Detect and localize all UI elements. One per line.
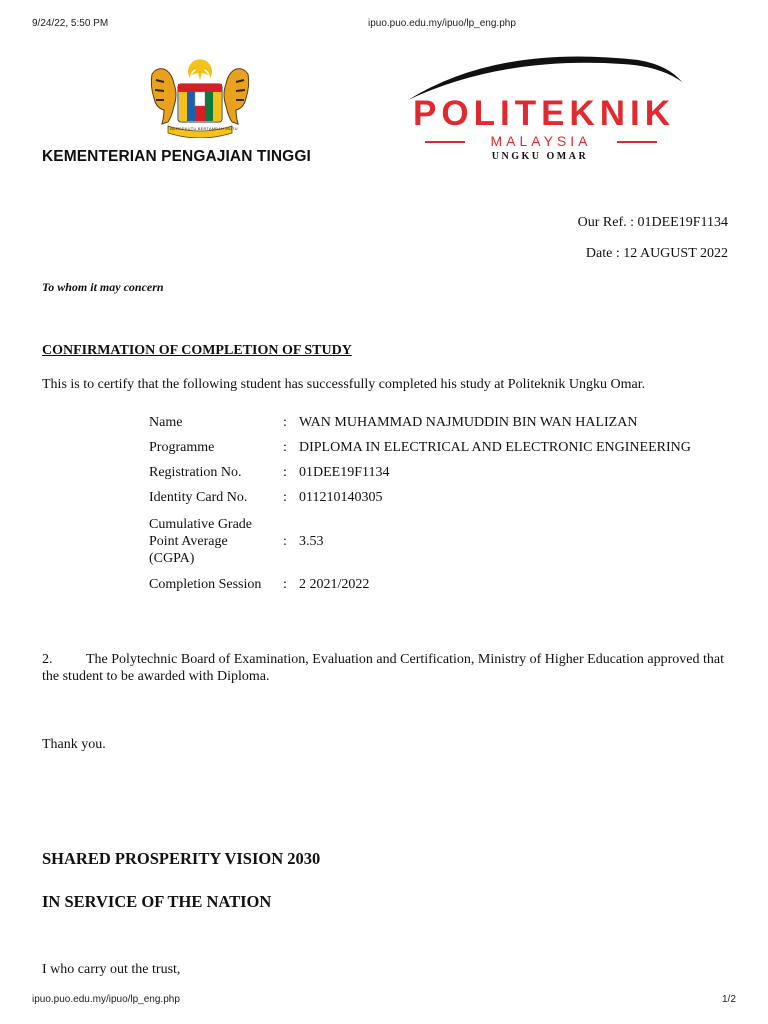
date-label: Date : — [585, 246, 620, 261]
logo-malaysia-row — [425, 133, 657, 149]
print-datetime: 9/24/22, 5:50 PM — [32, 18, 109, 29]
detail-label: Name — [149, 415, 183, 430]
ref-label: Our Ref. : — [577, 215, 635, 230]
detail-label: Identity Card No. — [149, 490, 248, 505]
student-details-table — [143, 410, 697, 597]
approval-paragraph — [42, 651, 732, 685]
ref-value: 01DEE19F1134 — [637, 215, 728, 230]
logo-line-right — [617, 141, 657, 143]
print-footer-url: ipuo.puo.edu.my/ipuo/lp_eng.php — [32, 994, 180, 1005]
detail-value: 011210140305 — [299, 490, 383, 505]
detail-row-registration — [143, 460, 697, 485]
detail-row-name — [143, 410, 697, 435]
detail-label: Completion Session — [149, 577, 262, 592]
detail-value: 2 2021/2022 — [299, 577, 370, 592]
paragraph-number: 2. — [42, 652, 53, 667]
left-tiger-icon — [151, 69, 176, 124]
detail-label: Cumulative Grade Point Average (CGPA) — [149, 516, 253, 566]
logo-malaysia-text: MALAYSIA — [490, 133, 592, 149]
vision-heading: SHARED PROSPERITY VISION 2030 — [42, 849, 321, 868]
politeknik-wordmark: POLITEKNIK — [413, 94, 675, 133]
detail-value: 01DEE19F1134 — [299, 465, 390, 480]
detail-row-cgpa — [143, 510, 697, 572]
detail-value: 3.53 — [299, 533, 324, 549]
date-value: 12 AUGUST 2022 — [623, 246, 728, 261]
letter-subject: CONFIRMATION OF COMPLETION OF STUDY — [42, 343, 352, 358]
approval-text: The Polytechnic Board of Examination, Evaluation and Certification, Ministry of Higher Education approved that the student to be awarded with Diploma. — [42, 652, 724, 684]
detail-row-identity — [143, 485, 697, 510]
detail-label: Registration No. — [149, 465, 242, 480]
detail-colon: : — [283, 440, 287, 455]
detail-value: DIPLOMA IN ELECTRICAL AND ELECTRONIC ENGINEERING — [299, 440, 691, 455]
coat-of-arms-motto: BERSEKUTU BERTAMBAH MUTU — [170, 126, 238, 131]
print-page-number: 1/2 — [722, 994, 736, 1005]
ministry-name: KEMENTERIAN PENGAJIAN TINGGI — [42, 148, 311, 165]
logo-campus-text: UNGKU OMAR — [491, 151, 589, 162]
closing-line: I who carry out the trust, — [42, 962, 181, 977]
logo-line-left — [425, 141, 465, 143]
detail-colon: : — [283, 577, 287, 592]
right-tiger-icon — [224, 69, 249, 124]
detail-colon: : — [283, 533, 287, 549]
thank-you: Thank you. — [42, 737, 106, 752]
detail-colon: : — [283, 465, 287, 480]
letter-date — [586, 246, 728, 262]
detail-colon: : — [283, 415, 287, 430]
detail-row-session — [143, 572, 697, 597]
detail-row-programme — [143, 435, 697, 460]
our-ref — [578, 215, 728, 231]
detail-label: Programme — [149, 440, 215, 455]
salutation: To whom it may concern — [42, 280, 164, 294]
service-heading: IN SERVICE OF THE NATION — [42, 892, 272, 911]
print-url: ipuo.puo.edu.my/ipuo/lp_eng.php — [368, 18, 516, 29]
detail-colon: : — [283, 490, 287, 505]
detail-value: WAN MUHAMMAD NAJMUDDIN BIN WAN HALIZAN — [299, 415, 638, 430]
intro-paragraph: This is to certify that the following student has successfully completed his study at Politeknik Ungku Omar. — [42, 377, 646, 392]
